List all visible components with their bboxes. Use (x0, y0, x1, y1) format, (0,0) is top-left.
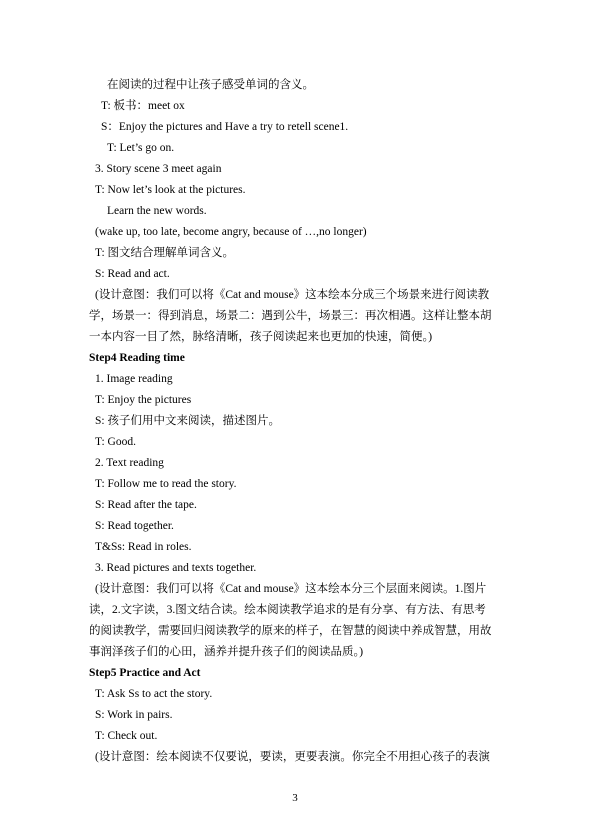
page-number: 3 (292, 792, 298, 804)
text-line: T: Follow me to read the story. (95, 478, 237, 490)
step-heading: Step4 Reading time (89, 352, 185, 364)
text-line: T: Enjoy the pictures (95, 394, 192, 406)
text-line: 2. Text reading (95, 457, 164, 469)
design-intent-text: (设计意图：我们可以将《Cat and mouse》这本绘本分三个层面来阅读。1.图片 (95, 583, 487, 595)
text-line: S: Read after the tape. (95, 499, 197, 511)
text-line: S: 孩子们用中文来阅读，描述图片。 (95, 415, 280, 427)
text-line: S: Read together. (95, 520, 174, 532)
text-line: T: 图文结合理解单词含义。 (95, 247, 235, 259)
text-line: T: Now let’s look at the pictures. (95, 184, 246, 196)
text-line: T: Let’s go on. (107, 142, 175, 154)
text-line: S: Work in pairs. (95, 709, 173, 721)
design-intent-text: 读，2.文字读，3.图文结合读。绘本阅读教学追求的是有分享、有方法、有思考 (89, 604, 486, 616)
text-line: (wake up, too late, become angry, because of …,no longer) (95, 226, 367, 238)
design-intent-text: 的阅读教学，需要回归阅读教学的原来的样子，在智慧的阅读中养成智慧，用故 (89, 625, 492, 637)
design-intent-text: 一本内容一目了然，脉络清晰，孩子阅读起来也更加的快速，简便。) (89, 331, 433, 343)
design-intent-text: (设计意图：绘本阅读不仅要说，要读，更要表演。你完全不用担心孩子的表演 (95, 751, 490, 763)
text-line: T: Good. (95, 436, 136, 448)
design-intent-text: 事润泽孩子们的心田，涵养并提升孩子们的阅读品质。) (89, 646, 364, 658)
text-line: 在阅读的过程中让孩子感受单词的含义。 (107, 79, 314, 91)
design-intent-text: (设计意图：我们可以将《Cat and mouse》这本绘本分成三个场景来进行阅读教 (95, 289, 490, 301)
text-line: 1. Image reading (95, 373, 173, 385)
text-line: T: Ask Ss to act the story. (95, 688, 213, 700)
text-line: T: 板书：meet ox (101, 100, 185, 112)
text-line: Learn the new words. (107, 205, 207, 217)
text-line: 3. Read pictures and texts together. (95, 562, 257, 574)
text-line: T: Check out. (95, 730, 158, 742)
text-line: 3. Story scene 3 meet again (95, 163, 222, 175)
step-heading: Step5 Practice and Act (89, 667, 201, 679)
text-line: S: Read and act. (95, 268, 170, 280)
text-line: S：Enjoy the pictures and Have a try to retell scene1. (101, 121, 349, 133)
design-intent-text: 学，场景一：得到消息，场景二：遇到公牛，场景三：再次相遇。这样让整本胡 (89, 310, 492, 322)
text-line: T&Ss: Read in roles. (95, 541, 192, 553)
